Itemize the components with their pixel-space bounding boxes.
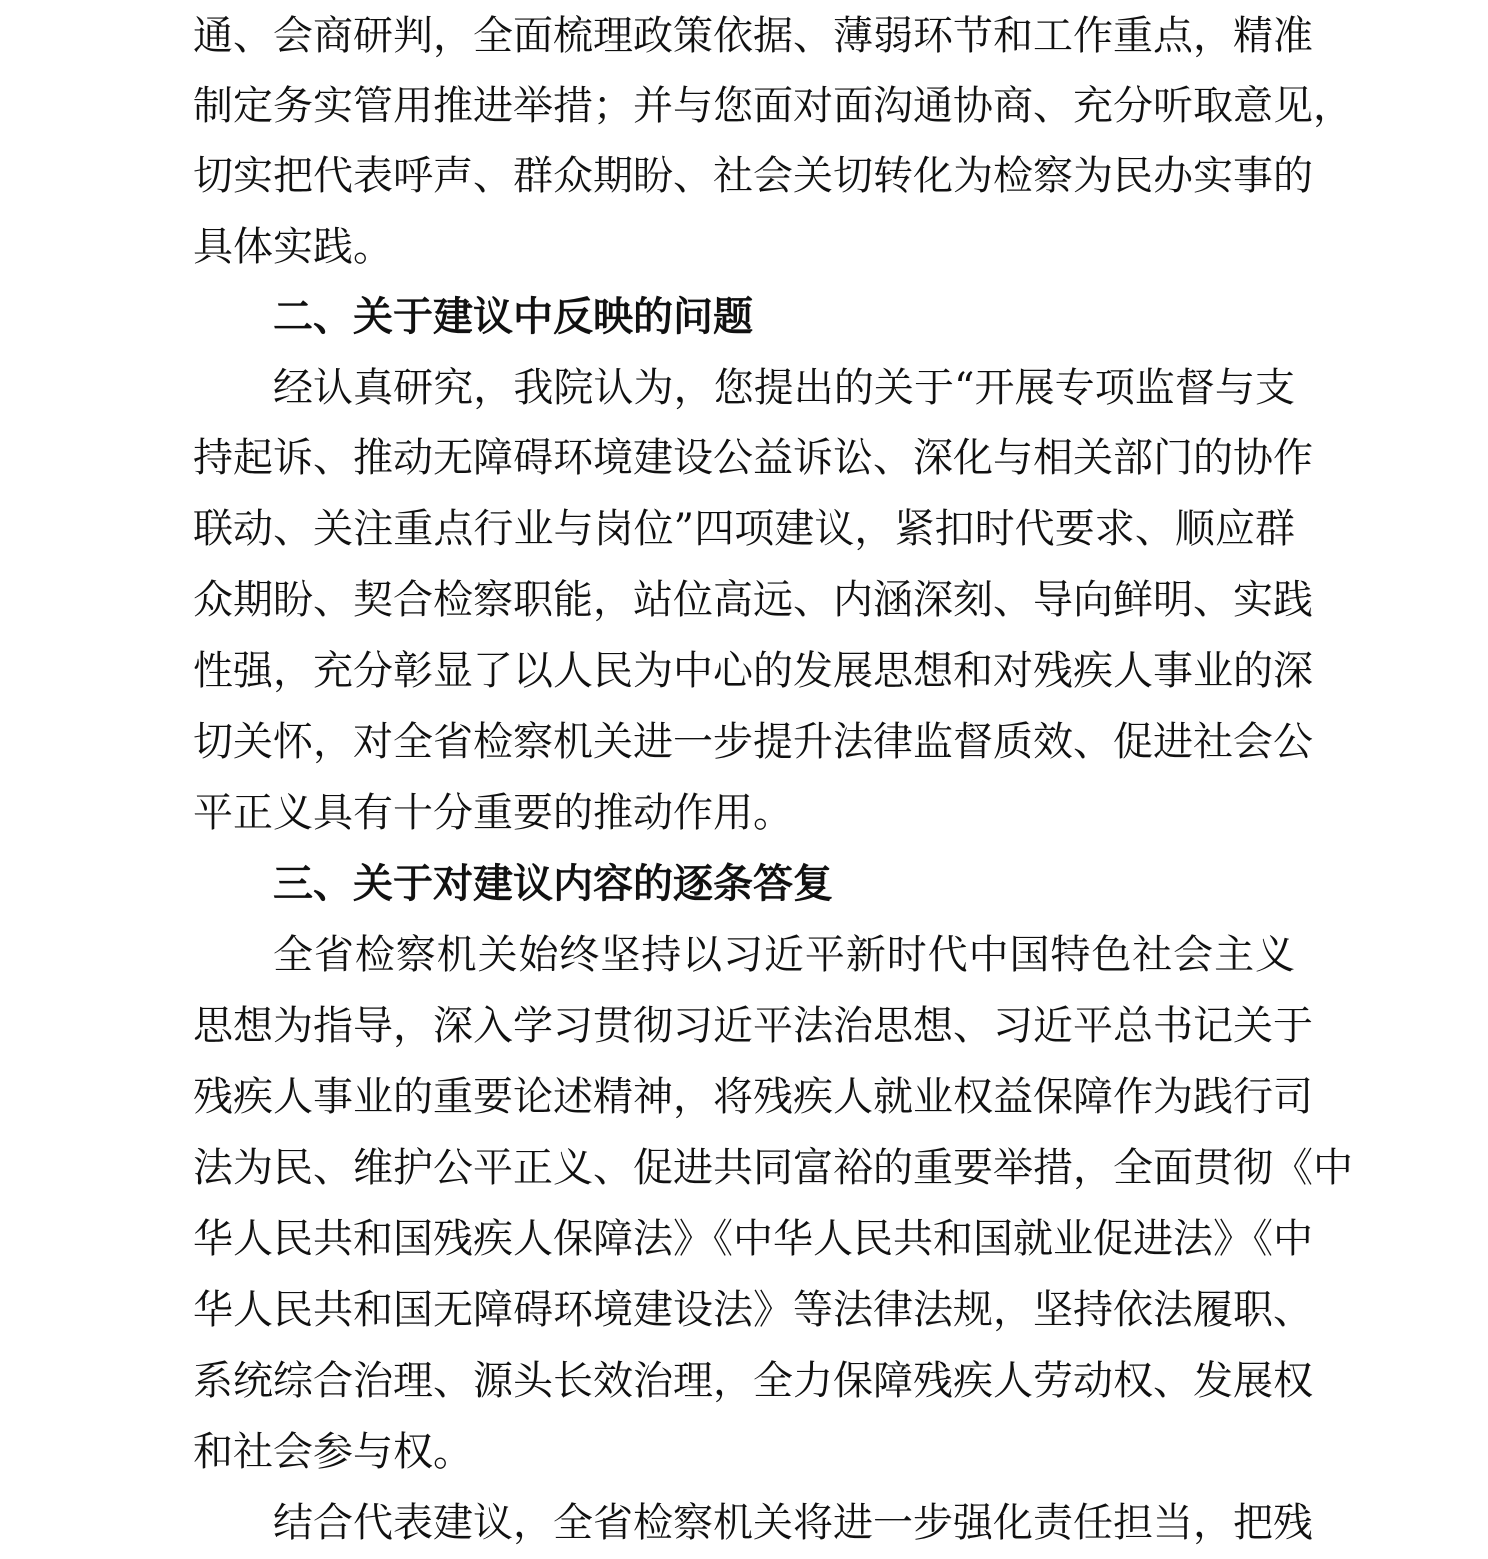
body-text-line: 通、会商研判，全面梳理政策依据、薄弱环节和工作重点，精准: [193, 13, 1313, 59]
body-text-line: 经认真研究，我院认为，您提出的关于“开展专项监督与支: [273, 365, 1295, 411]
body-text-line: 结合代表建议，全省检察机关将进一步强化责任担当，把残: [273, 1500, 1313, 1546]
body-text-line: 系统综合治理、源头长效治理，全力保障残疾人劳动权、发展权: [193, 1358, 1313, 1404]
body-text-line: 全省检察机关始终坚持以习近平新时代中国特色社会主义: [273, 932, 1295, 978]
body-text-line: 制定务实管用推进举措；并与您面对面沟通协商、充分听取意见，: [193, 83, 1353, 129]
body-text-line: 残疾人事业的重要论述精神，将残疾人就业权益保障作为践行司: [193, 1074, 1313, 1120]
body-text-line: 众期盼、契合检察职能，站位高远、内涵深刻、导向鲜明、实践: [193, 577, 1313, 623]
section-heading-2: 二、关于建议中反映的问题: [273, 294, 753, 340]
body-text-line: 联动、关注重点行业与岗位”四项建议，紧扣时代要求、顺应群: [193, 506, 1295, 552]
body-text-line: 和社会参与权。: [193, 1429, 473, 1475]
body-text-line: 持起诉、推动无障碍环境建设公益诉讼、深化与相关部门的协作: [193, 435, 1313, 481]
body-text-line: 具体实践。: [193, 224, 393, 270]
body-text-line: 华人民共和国无障碍环境建设法》等法律法规，坚持依法履职、: [193, 1287, 1313, 1333]
body-text-line: 切关怀，对全省检察机关进一步提升法律监督质效、促进社会公: [193, 719, 1313, 765]
body-text-line: 华人民共和国残疾人保障法》《中华人民共和国就业促进法》《中: [193, 1216, 1313, 1262]
body-text-line: 切实把代表呼声、群众期盼、社会关切转化为检察为民办实事的: [193, 153, 1313, 199]
body-text-line: 平正义具有十分重要的推动作用。: [193, 790, 793, 836]
body-text-line: 法为民、维护公平正义、促进共同富裕的重要举措，全面贯彻《中: [193, 1145, 1353, 1191]
body-text-line: 性强，充分彰显了以人民为中心的发展思想和对残疾人事业的深: [193, 648, 1313, 694]
section-heading-3: 三、关于对建议内容的逐条答复: [273, 861, 833, 907]
body-text-line: 思想为指导，深入学习贯彻习近平法治思想、习近平总书记关于: [193, 1003, 1313, 1049]
